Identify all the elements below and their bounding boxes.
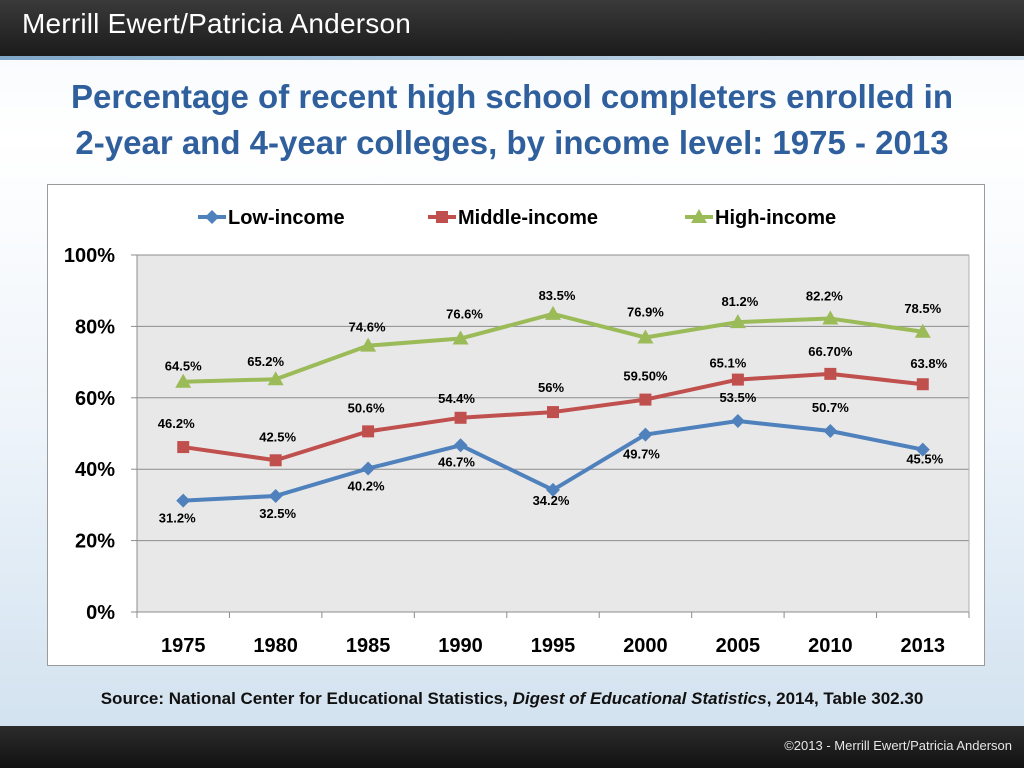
x-tick-label: 2000: [623, 635, 668, 657]
middle-income-data-label: 42.5%: [259, 429, 297, 445]
middle-income-data-label: 59.50%: [623, 368, 668, 384]
x-tick-label: 1985: [345, 635, 391, 657]
middle-income-point: [824, 368, 836, 380]
high-income-data-label: 83.5%: [538, 287, 576, 303]
middle-income-point: [270, 454, 282, 466]
high-income-data-label: 81.2%: [721, 294, 759, 310]
source-prefix: Source: National Center for Educational Statistics,: [100, 689, 513, 708]
footer-copyright: ©2013 - Merrill Ewert/Patricia Anderson: [784, 738, 1012, 753]
legend-middle-income-marker: [436, 211, 448, 223]
low-income-data-label: 53.5%: [719, 390, 757, 406]
x-tick-label: 1980: [253, 635, 298, 657]
high-income-data-label: 64.5%: [164, 358, 202, 374]
source-publication: Digest of Educational Statistics: [512, 689, 767, 708]
low-income-data-label: 32.5%: [259, 505, 297, 521]
slide-title-line-1: Percentage of recent high school completers enrolled in: [70, 78, 954, 115]
y-tick-label: 60%: [74, 387, 115, 410]
middle-income-point: [547, 406, 559, 418]
high-income-data-label: 82.2%: [805, 288, 843, 304]
middle-income-data-label: 66.70%: [808, 343, 853, 359]
x-tick-label: 2005: [715, 635, 761, 657]
chart-area: [47, 184, 985, 666]
middle-income-point: [455, 412, 467, 424]
middle-income-point: [917, 378, 929, 390]
middle-income-data-label: 54.4%: [438, 390, 475, 406]
low-income-data-label: 46.7%: [438, 454, 475, 470]
high-income-data-label: 76.9%: [627, 304, 664, 320]
high-income-data-label: 78.5%: [904, 300, 942, 316]
x-tick-label: 1990: [438, 635, 483, 657]
high-income-data-label: 74.6%: [348, 319, 386, 335]
line-chart: [48, 185, 986, 667]
y-tick-label: 20%: [74, 530, 115, 553]
middle-income-point: [177, 441, 189, 453]
low-income-data-label: 49.7%: [623, 446, 660, 462]
source-suffix: , 2014, Table 302.30: [766, 689, 924, 708]
middle-income-data-label: 65.1%: [709, 355, 747, 371]
legend-middle-income-label: Middle-income: [458, 207, 599, 229]
low-income-data-label: 45.5%: [906, 451, 944, 467]
slide-title: [0, 74, 1024, 166]
middle-income-point: [732, 374, 744, 386]
low-income-data-label: 34.2%: [532, 492, 570, 508]
low-income-data-label: 31.2%: [158, 510, 196, 526]
presenter-header-bar: [0, 0, 1024, 56]
middle-income-data-label: 63.8%: [910, 356, 948, 372]
source-citation: [0, 689, 1024, 709]
slide-title-line-2: 2-year and 4-year colleges, by income level: 1975 - 2013: [75, 124, 949, 161]
legend-low-income-label: Low-income: [228, 207, 345, 229]
y-tick-label: 80%: [74, 316, 115, 339]
low-income-data-label: 50.7%: [811, 400, 849, 416]
legend-low-income-marker: [205, 210, 219, 224]
middle-income-data-label: 50.6%: [347, 400, 385, 416]
middle-income-point: [362, 425, 374, 437]
x-tick-label: 2010: [808, 635, 853, 657]
legend-high-income-label: High-income: [715, 207, 837, 229]
low-income-data-label: 40.2%: [347, 478, 385, 494]
y-tick-label: 40%: [74, 459, 115, 482]
x-tick-label: 2013: [900, 635, 946, 657]
middle-income-data-label: 56%: [537, 380, 565, 396]
high-income-data-label: 65.2%: [247, 354, 285, 370]
header-divider: [0, 56, 1024, 60]
y-tick-label: 0%: [86, 602, 115, 624]
footer-bar: [0, 726, 1024, 768]
middle-income-data-label: 46.2%: [157, 416, 195, 432]
high-income-data-label: 76.6%: [446, 306, 483, 322]
x-tick-label: 1995: [530, 635, 576, 657]
presenter-name: Merrill Ewert/Patricia Anderson: [22, 8, 411, 39]
x-tick-label: 1975: [160, 635, 206, 657]
y-tick-label: 100%: [63, 245, 115, 267]
middle-income-point: [639, 394, 651, 406]
